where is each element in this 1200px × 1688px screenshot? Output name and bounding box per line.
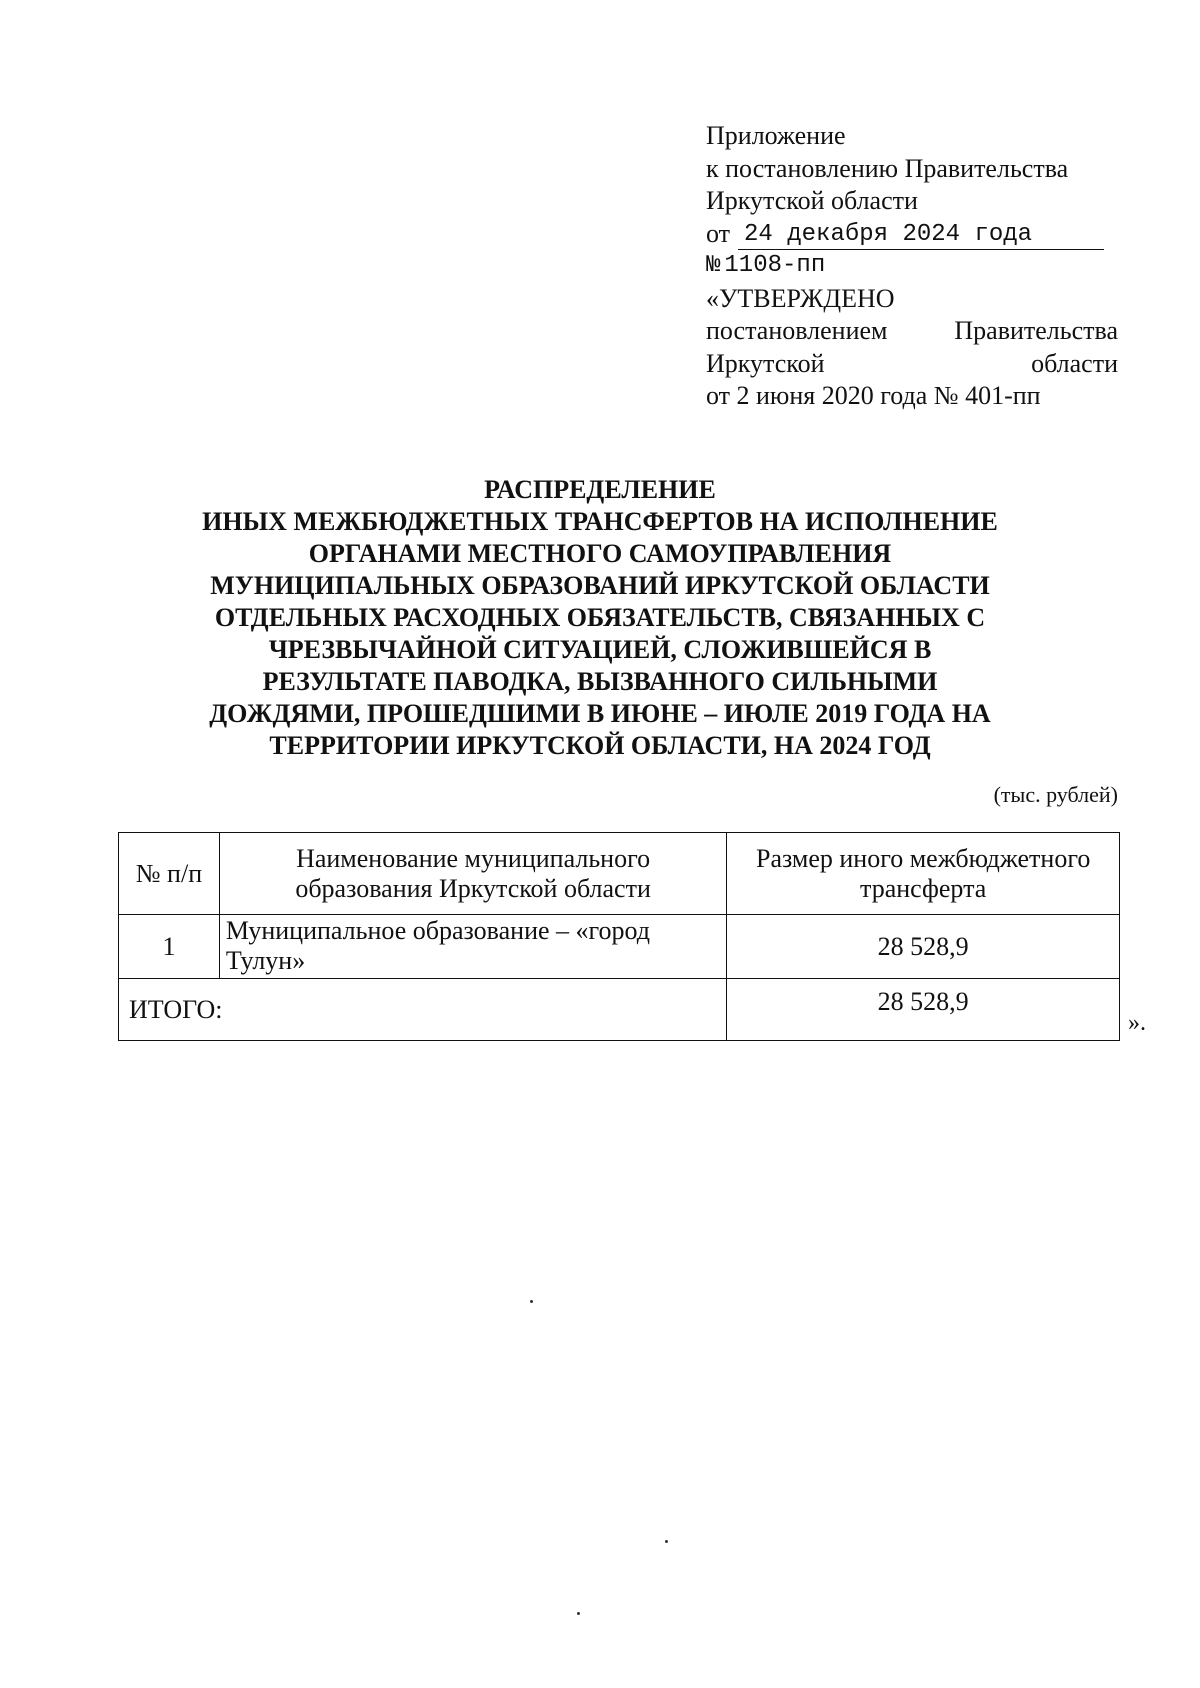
header-name-line: Наименование муниципального [296, 843, 651, 873]
approved-by-line [706, 315, 1118, 348]
region-line [706, 348, 1118, 381]
title-line: ОРГАНАМИ МЕСТНОГО САМОУПРАВЛЕНИЯ [308, 539, 892, 568]
document-title [150, 474, 1050, 762]
header-amount-line: трансферта [860, 873, 987, 903]
title-line: РАСПРЕДЕЛЕНИЕ [484, 475, 716, 504]
table-header-row [119, 833, 1120, 915]
title-line: ТЕРРИТОРИИ ИРКУТСКОЙ ОБЛАСТИ, НА 2024 ГОД [269, 731, 931, 760]
title-line: ИНЫХ МЕЖБЮДЖЕТНЫХ ТРАНСФЕРТОВ НА ИСПОЛНЕНИЕ [202, 507, 998, 536]
region-left: Иркутской [706, 348, 825, 378]
title-line: РЕЗУЛЬТАТЕ ПАВОДКА, ВЫЗВАННОГО СИЛЬНЫМИ [262, 667, 938, 696]
row-name-line: Муниципальное образование – «город [225, 916, 651, 945]
row-name [219, 915, 726, 979]
appendix-block [706, 120, 1118, 413]
appendix-line: Иркутской области [706, 186, 918, 215]
row-num: 1 [119, 915, 220, 979]
header-amount-line: Размер иного межбюджетного [755, 843, 1091, 873]
resolution-number-line [706, 250, 1118, 283]
approved-by-left: постановлением [706, 316, 888, 345]
title-line: ДОЖДЯМИ, ПРОШЕДШИМИ В ИЮНЕ – ИЮЛЕ 2019 ГОДА НА [209, 699, 991, 728]
total-label: ИТОГО: [119, 979, 727, 1041]
header-amount [727, 833, 1120, 915]
closing-quote: ». [1128, 1010, 1146, 1036]
header-num: № п/п [119, 833, 220, 915]
scan-speck [577, 1612, 580, 1615]
appendix-line: Приложение [706, 121, 846, 150]
resolution-number: 1108-пп [724, 252, 826, 279]
number-sign: № [706, 252, 721, 279]
header-name [219, 833, 726, 915]
approved-by-right: Правительства [954, 316, 1118, 345]
title-line: МУНИЦИПАЛЬНЫХ ОБРАЗОВАНИЙ ИРКУТСКОЙ ОБЛАСТИ [210, 571, 990, 600]
appendix-line: к постановлению Правительства [706, 153, 1069, 183]
row-amount: 28 528,9 [727, 915, 1120, 979]
title-line: ЧРЕЗВЫЧАЙНОЙ СИТУАЦИЕЙ, СЛОЖИВШЕЙСЯ В [268, 635, 932, 664]
region-right: области [1031, 348, 1118, 378]
approved-label: «УТВЕРЖДЕНО [706, 283, 895, 313]
table-row [119, 915, 1120, 979]
units-note: (тыс. рублей) [993, 782, 1118, 807]
total-row [119, 979, 1120, 1041]
header-name-line: образования Иркутской области [295, 873, 651, 903]
date-prefix: от [706, 218, 731, 248]
row-name-line: Тулун» [225, 946, 306, 975]
scan-speck [665, 1540, 668, 1543]
scan-speck [530, 1300, 533, 1303]
title-line: ОТДЕЛЬНЫХ РАСХОДНЫХ ОБЯЗАТЕЛЬСТВ, СВЯЗАННЫХ С [214, 603, 986, 632]
original-resolution-date: от 2 июня 2020 года № 401-пп [706, 381, 1041, 410]
distribution-table [118, 832, 1120, 1041]
total-amount: 28 528,9 [727, 979, 1120, 1041]
resolution-date-line [706, 218, 1118, 251]
resolution-date: 24 декабря 2024 года [738, 221, 1104, 250]
